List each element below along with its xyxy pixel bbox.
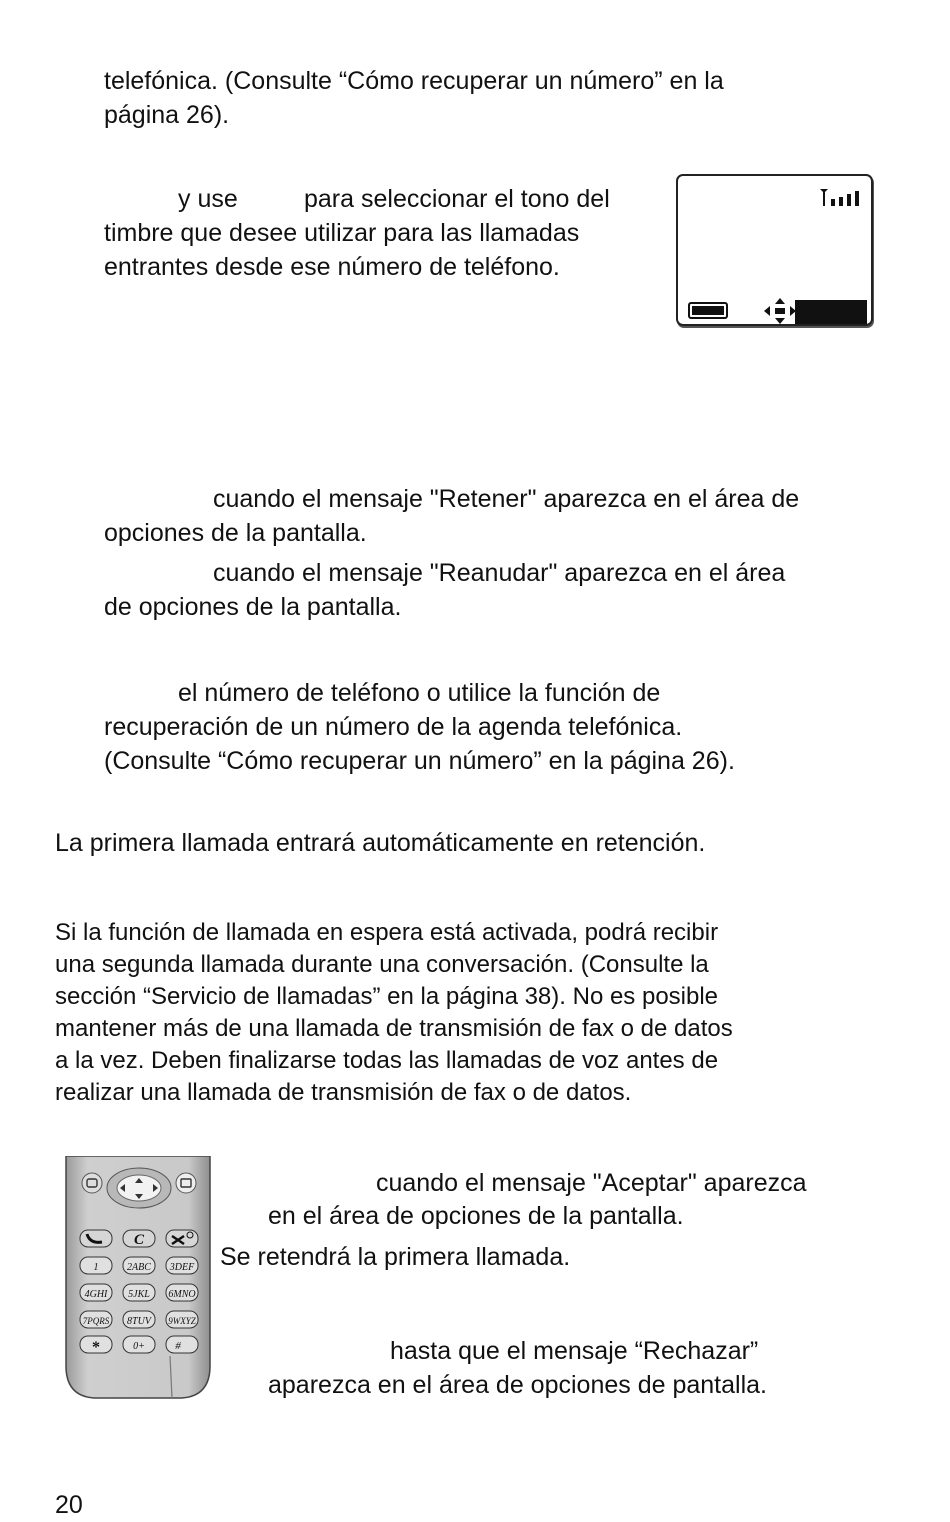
- text-line: el número de teléfono o utilice la función de: [178, 679, 661, 707]
- text-line: mantener más de una llamada de transmisión de fax o de datos: [55, 1015, 733, 1042]
- text-line: página 26).: [104, 101, 230, 129]
- key-label: *: [92, 1339, 100, 1356]
- battery-icon: [688, 302, 728, 319]
- text-line: recuperación de un número de la agenda telefónica.: [104, 713, 683, 741]
- key-label: 6MNO: [168, 1289, 196, 1300]
- text-line: sección “Servicio de llamadas” en la página 38). No es posible: [55, 983, 719, 1010]
- phone-keypad-illustration: [62, 1156, 214, 1402]
- key-label: 0+: [133, 1341, 145, 1352]
- text-line: realizar una llamada de transmisión de fax o de datos.: [55, 1079, 632, 1106]
- key-label: 8TUV: [127, 1316, 151, 1327]
- key-label: 5JKL: [128, 1289, 150, 1300]
- key-label: 2ABC: [127, 1262, 151, 1273]
- text-line: opciones de la pantalla.: [104, 519, 367, 547]
- phone-display: [676, 174, 873, 326]
- key-label: 9WXYZ: [168, 1316, 196, 1326]
- soft-key-area: [795, 300, 867, 324]
- text-line: hasta que el mensaje “Rechazar”: [390, 1337, 759, 1365]
- clear-key-label: C: [133, 1232, 145, 1248]
- key-label: #: [175, 1340, 181, 1352]
- text-line: cuando el mensaje "Reanudar" aparezca en el área: [213, 559, 786, 587]
- text-line: para seleccionar el tono del: [304, 185, 610, 213]
- text-line: aparezca en el área de opciones de pantalla.: [268, 1371, 767, 1399]
- text-line: timbre que desee utilizar para las llamadas: [104, 219, 580, 247]
- text-line: telefónica. (Consulte “Cómo recuperar un número” en la: [104, 67, 724, 95]
- key-label: 7PQRS: [82, 1316, 110, 1326]
- key-label: 3DEF: [169, 1262, 195, 1273]
- text-line: cuando el mensaje "Retener" aparezca en el área de: [213, 485, 800, 513]
- text-line: Si la función de llamada en espera está activada, podrá recibir: [55, 919, 719, 946]
- navigation-arrows-icon: [763, 297, 797, 325]
- text-line: cuando el mensaje "Aceptar" aparezca: [376, 1169, 807, 1197]
- signal-strength-icon: [819, 186, 863, 208]
- text-line: entrantes desde ese número de teléfono.: [104, 253, 560, 281]
- key-label: 1: [93, 1262, 99, 1273]
- text-line: una segunda llamada durante una conversación. (Consulte la: [55, 951, 709, 978]
- text-line: La primera llamada entrará automáticamente en retención.: [55, 829, 706, 857]
- text-line: en el área de opciones de la pantalla.: [268, 1202, 684, 1230]
- text-line: (Consulte “Cómo recuperar un número” en la página 26).: [104, 747, 735, 775]
- key-label: 4GHI: [84, 1289, 108, 1300]
- page-number: 20: [55, 1491, 83, 1519]
- text-line: a la vez. Deben finalizarse todas las llamadas de voz antes de: [55, 1047, 719, 1074]
- text-line: y use: [178, 185, 238, 213]
- text-line: Se retendrá la primera llamada.: [220, 1243, 571, 1271]
- text-line: de opciones de la pantalla.: [104, 593, 402, 621]
